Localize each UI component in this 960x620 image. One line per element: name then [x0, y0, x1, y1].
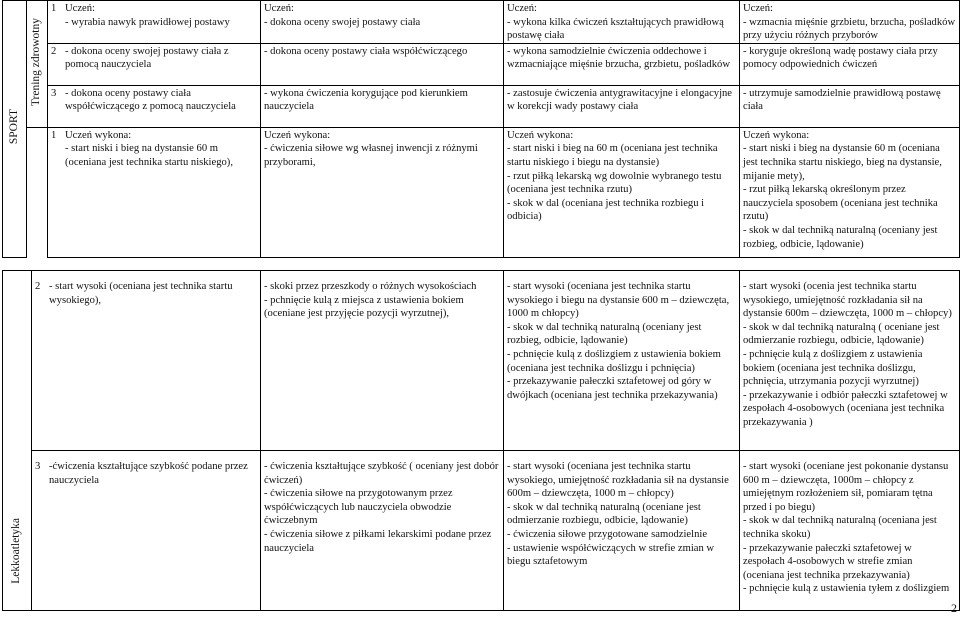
cell-text: Uczeń: - wzmacnia mięśnie grzbietu, brzucha, pośladków przy użyciu różnych przyborów	[743, 3, 956, 42]
table-cell	[504, 451, 740, 611]
table-cell	[740, 127, 960, 257]
category-label-health-training: Trening zdrowotny	[30, 17, 43, 106]
table-row	[3, 271, 960, 451]
empty-cell	[27, 127, 48, 257]
category-cell-health-training	[27, 1, 48, 128]
table-cell	[261, 271, 504, 451]
table-cell	[261, 43, 504, 85]
curriculum-table-health-training	[2, 0, 960, 258]
cell-text: - wykona samodzielnie ćwiczenia oddechowe i wzmacniające mięśnie brzucha, grzbietu, pośladków	[507, 45, 730, 71]
cell-text: - wykona ćwiczenia korygujące pod kierunkiem nauczyciela	[264, 87, 468, 113]
level-number: 2	[51, 45, 57, 57]
cell-text: Uczeń wykona: - ćwiczenia siłowe wg własnej inwencji z różnymi przyborami,	[264, 129, 478, 168]
cell-text: - start wysoki (oceniane jest pokonanie dystansu 600 m – dziewczęta, 1000m – chłopcy z umiejętnym rozłożeniem sił, pomiaram tętna przed i po biegu) - skok w dal techniką naturalną (oceniana jest technika skoku) - przekazywanie pałeczki sztafetowej w zespołach 4-osobowych w strefie zmian (oceniana jest technika przekazywania) - pchnięcie kulą z ustawienia tyłem z doślizgiem	[743, 461, 950, 595]
level-number: 3	[35, 461, 41, 472]
table-cell	[740, 451, 960, 611]
cell-text: Uczeń wykona: - start niski i bieg na dystansie 60 m (oceniana jest technika startu niskiego),	[65, 129, 233, 168]
table-cell	[504, 85, 740, 127]
table-cell	[48, 1, 261, 44]
level-number: 3	[51, 87, 57, 99]
table-cell	[261, 85, 504, 127]
table-cell	[32, 451, 261, 611]
cell-text: - dokona oceny postawy ciała współćwiczącego	[264, 45, 468, 57]
cell-text: - ćwiczenia kształtujące szybkość ( oceniany jest dobór ćwiczeń) - ćwiczenia siłowe na przygotowanym przez współćwiczących lub nauczyciela obwodzie ćwiczebnym - ćwiczenia siłowe z piłkami lekarskimi podane przez nauczyciela	[264, 461, 499, 554]
table-cell	[740, 1, 960, 44]
category-label-sport: SPORT	[7, 109, 20, 145]
cell-text: Uczeń wykona: - start niski i bieg na dystansie 60 m (oceniana jest technika startu niskiego, bieg na dystansie, mijanie mety), - rzut piłką lekarską określonym przez nauczyciela sposobem (oceniana jest technika rzutu) - skok w dal techniką naturalną (oceniany jest rozbieg, odbicie, lądowanie)	[743, 129, 942, 250]
cell-text: - skoki przez przeszkody o różnych wysokościach - pchnięcie kulą z miejsca z ustawienia bokiem (oceniane jest przyjęcie pozycji wyrzutnej),	[264, 281, 477, 320]
table-cell	[740, 271, 960, 451]
cell-text: - dokona oceny postawy ciała współćwiczącego z pomocą nauczyciela	[65, 87, 236, 113]
cell-text: - utrzymuje samodzielnie prawidłową postawę ciała	[743, 87, 941, 113]
table-cell	[48, 43, 261, 85]
table-cell	[48, 127, 261, 257]
table-cell	[261, 451, 504, 611]
table-cell	[740, 43, 960, 85]
category-cell-sport	[3, 1, 27, 258]
cell-text: - start wysoki (oceniana jest technika startu wysokiego),	[49, 281, 233, 306]
table-cell	[48, 85, 261, 127]
cell-text: Uczeń: - wyrabia nawyk prawidłowej postawy	[65, 3, 230, 28]
cell-text: -ćwiczenia kształtujące szybkość podane przez nauczyciela	[49, 461, 248, 486]
table-cell	[740, 85, 960, 127]
table-row	[3, 43, 960, 85]
table-cell	[504, 43, 740, 85]
table-row	[3, 85, 960, 127]
table-cell	[261, 1, 504, 44]
cell-text: Uczeń: - wykona kilka ćwiczeń kształtujących prawidłową postawę ciała	[507, 3, 724, 42]
category-label-athletics: Lekkoatletyka	[10, 517, 23, 584]
cell-text: - start wysoki (oceniana jest technika startu wysokiego, umiejętność rozkładania sił na dystansie 600m – dziewczęta, 1000 m – chłopcy) - skok w dal techniką naturalną (oceniane jest odmierzanie rozbiegu, odbicie, lądowanie) - ćwiczenia siłowe przygotowane samodzielnie - ustawienie współćwiczących w strefie zmian w biegu sztafetowym	[507, 461, 729, 568]
table-row	[3, 127, 960, 257]
level-number: 1	[51, 129, 57, 141]
cell-text: Uczeń: - dokona oceny swojej postawy ciała	[264, 3, 421, 28]
table-cell	[504, 271, 740, 451]
table-row	[3, 451, 960, 611]
table-cell	[261, 127, 504, 257]
table-cell	[32, 271, 261, 451]
page-number: 2	[951, 601, 957, 616]
table-cell	[504, 1, 740, 44]
cell-text: - dokona oceny swojej postawy ciała z pomocą nauczyciela	[65, 45, 229, 71]
cell-text: Uczeń wykona: - start niski i bieg na 60 m (oceniana jest technika startu niskiego i biegu na dystansie) - rzut piłką lekarską wg dowolnie wybranego testu (oceniana jest technika rzutu) - skok w dal (oceniana jest technika rozbiegu i odbicia)	[507, 129, 722, 223]
level-number: 1	[51, 3, 57, 14]
table-row	[3, 1, 960, 44]
category-cell-athletics	[3, 271, 32, 611]
cell-text: - zastosuje ćwiczenia antygrawitacyjne i elongacyjne w korekcji wady postawy ciała	[507, 87, 733, 113]
cell-text: - start wysoki (oceniana jest technika startu wysokiego i biegu na dystansie 600 m – dziewczęta, 1000 m chłopcy) - skok w dal techniką naturalną (oceniany jest rozbieg, odbicie, lądowanie) - pchnięcie kulą z doślizgiem z ustawienia bokiem (oceniana jest technika doślizgu i pchnięcia) - przekazywanie pałeczki sztafetowej od góry w dwójkach (oceniana jest technika przekazywania)	[507, 281, 730, 401]
table-cell	[504, 127, 740, 257]
level-number: 2	[35, 281, 41, 292]
curriculum-table-athletics	[2, 270, 960, 611]
cell-text: - koryguje określoną wadę postawy ciała przy pomocy odpowiednich ćwiczeń	[743, 45, 938, 71]
cell-text: - start wysoki (ocenia jest technika startu wysokiego, umiejętność rozkładania sił na dystansie 600m – dziewczęta, 1000 m – chłopcy) - skok w dal techniką naturalną ( oceniane jest odmierzanie rozbiegu, odbicie, lądowanie) - pchnięcie kulą z doślizgiem z ustawienia bokiem (oceniana jest technika doślizgu, pchnięcia, utrzymania pozycji wyrzutnej) - przekazywanie i odbiór pałeczki sztafetowej w zespołach 4-osobowych (oceniana jest technika przekazywania )	[743, 281, 952, 428]
